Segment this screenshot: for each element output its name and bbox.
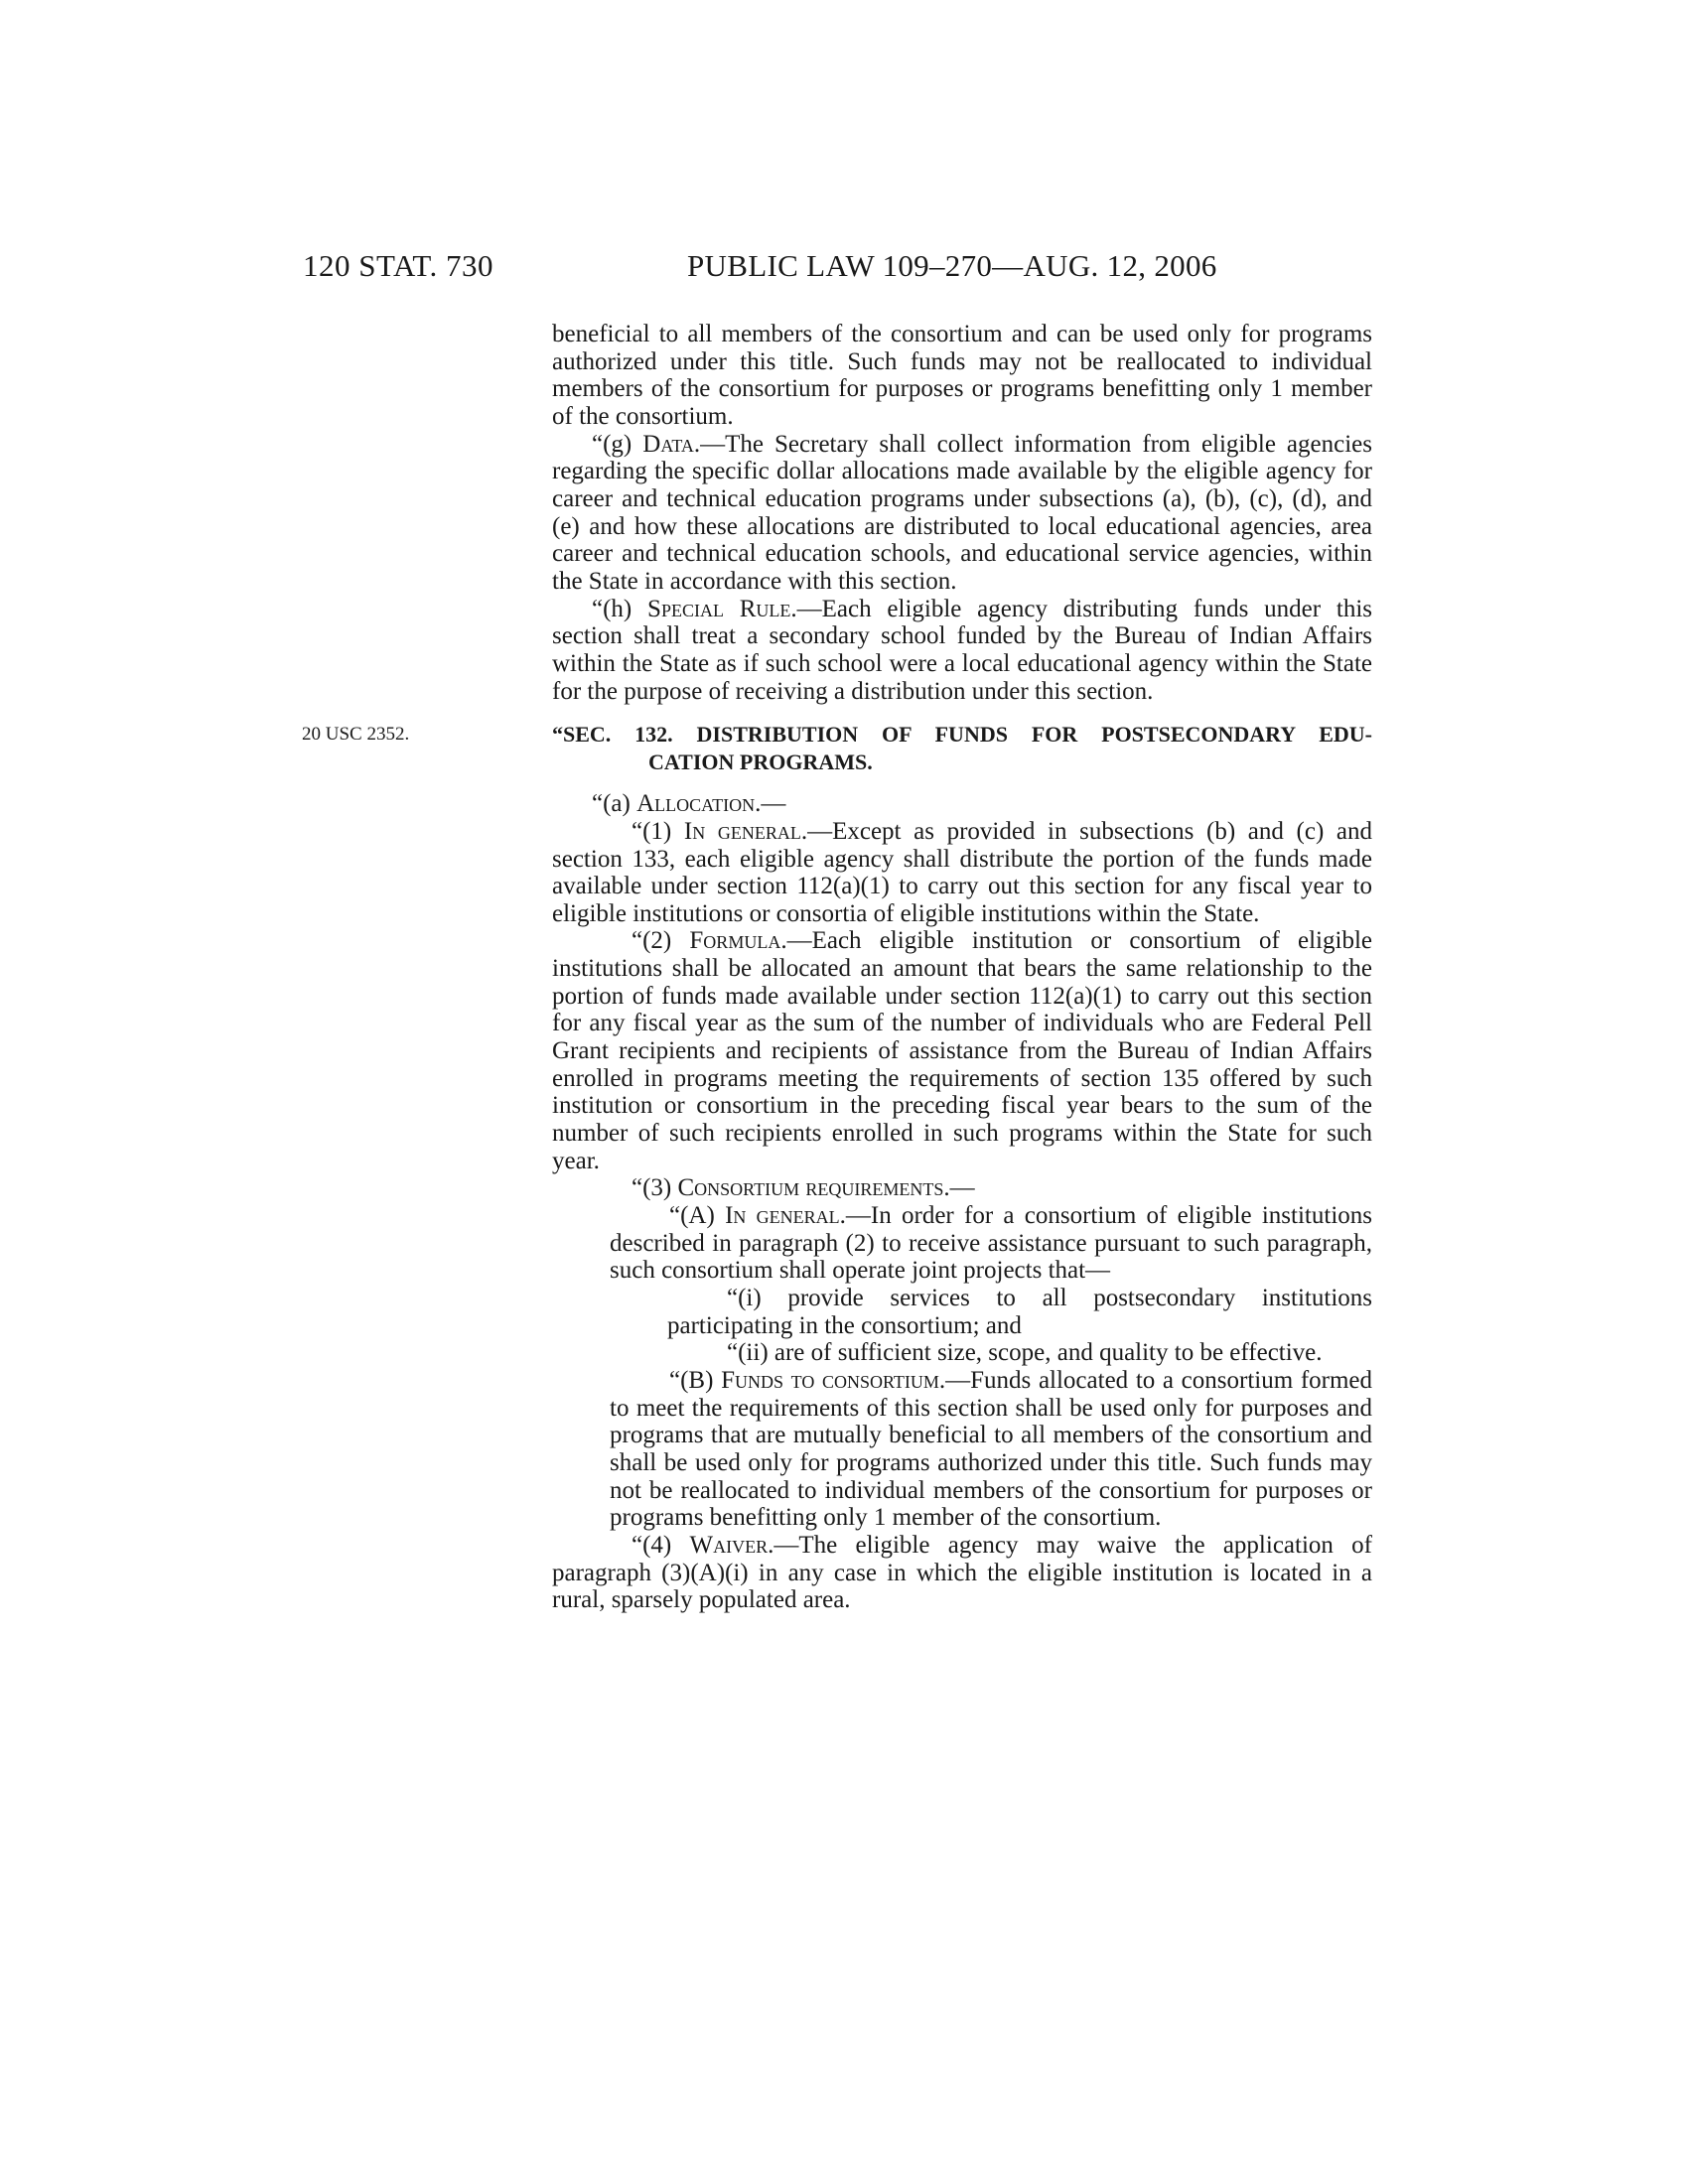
section-heading-line-1: “SEC. 132. DISTRIBUTION OF FUNDS FOR POSTSECONDARY EDU- <box>552 722 1372 748</box>
subparagraph-a-in-general: “(A) In general.—In order for a consortium of eligible institutions described in paragraph (2) to receive assistance pursuant to such paragraph, such consortium shall operate joint projects that— <box>610 1202 1372 1285</box>
clause-ii: “(ii) are of sufficient size, scope, and quality to be effective. <box>727 1339 1323 1367</box>
subparagraph-b-funds-to-consortium: “(B) Funds to consortium.—Funds allocated to a consortium formed to meet the requirements of this section shall be used only for purposes and programs that are mutually beneficial to all members of the consortium and shall be used only for programs authorized under this title. Such funds may not be reallocated to individual members of the consortium for purposes or programs benefitting only 1 member of the consortium. <box>610 1366 1373 1532</box>
clause-i: “(i) provide services to all postsecondary institutions participating in the consortium; and <box>667 1285 1372 1339</box>
paragraph-2-formula: “(2) Formula.—Each eligible institution or consortium of eligible institutions shall be allocated an amount that bears the same relationship to the portion of funds made available under section 112(a)(1) to carry out this section for any fiscal year as the sum of the number of individuals who are Federal Pell Grant recipients and recipients of assistance from the Bureau of Indian Affairs enrolled in programs meeting the requirements of section 135 offered by such institution or consortium in the preceding fiscal year bears to the sum of the number of such recipients enrolled in such programs within the State for such year. <box>552 927 1372 1174</box>
usc-margin-note: 20 USC 2352. <box>302 724 410 746</box>
page-header <box>0 248 1688 288</box>
continued-paragraph: beneficial to all members of the consortium and can be used only for programs authorized under this title. Such funds may not be reallocated to individual members of the consortium for purposes or programs benefitting only 1 member of the consortium. <box>552 321 1372 430</box>
paragraph-3-consortium-requirements: “(3) Consortium requirements.— <box>632 1174 975 1202</box>
paragraph-1-in-general: “(1) In general.—Except as provided in subsections (b) and (c) and section 133, each eligible agency shall distribute the portion of the funds made available under section 112(a)(1) to carry out this section for any fiscal year to eligible institutions or consortia of eligible institutions within the State. <box>552 817 1372 927</box>
subsection-h-special-rule: “(h) Special Rule.—Each eligible agency distributing funds under this section shall treat a secondary school funded by the Bureau of Indian Affairs within the State as if such school were a local educational agency within the State for the purpose of receiving a distribution under this section. <box>552 595 1372 705</box>
document-body <box>302 321 1373 1614</box>
statute-page-reference: 120 STAT. 730 <box>303 248 494 283</box>
section-heading-line-2: CATION PROGRAMS. <box>648 750 873 775</box>
public-law-title: PUBLIC LAW 109–270—AUG. 12, 2006 <box>687 248 1217 283</box>
section-heading <box>302 721 1372 776</box>
subsection-a-allocation: “(a) Allocation.— <box>592 790 786 818</box>
subsection-g-data: “(g) Data.—The Secretary shall collect information from eligible agencies regarding the specific dollar allocations made available by the eligible agency for career and technical education programs under subsections (a), (b), (c), (d), and (e) and how these allocations are distributed to local educational agencies, area career and technical education schools, and educational service agencies, within the State in accordance with this section. <box>552 430 1372 595</box>
paragraph-4-waiver: “(4) Waiver.—The eligible agency may waive the application of paragraph (3)(A)(i) in any case in which the eligible institution is located in a rural, sparsely populated area. <box>552 1531 1372 1614</box>
